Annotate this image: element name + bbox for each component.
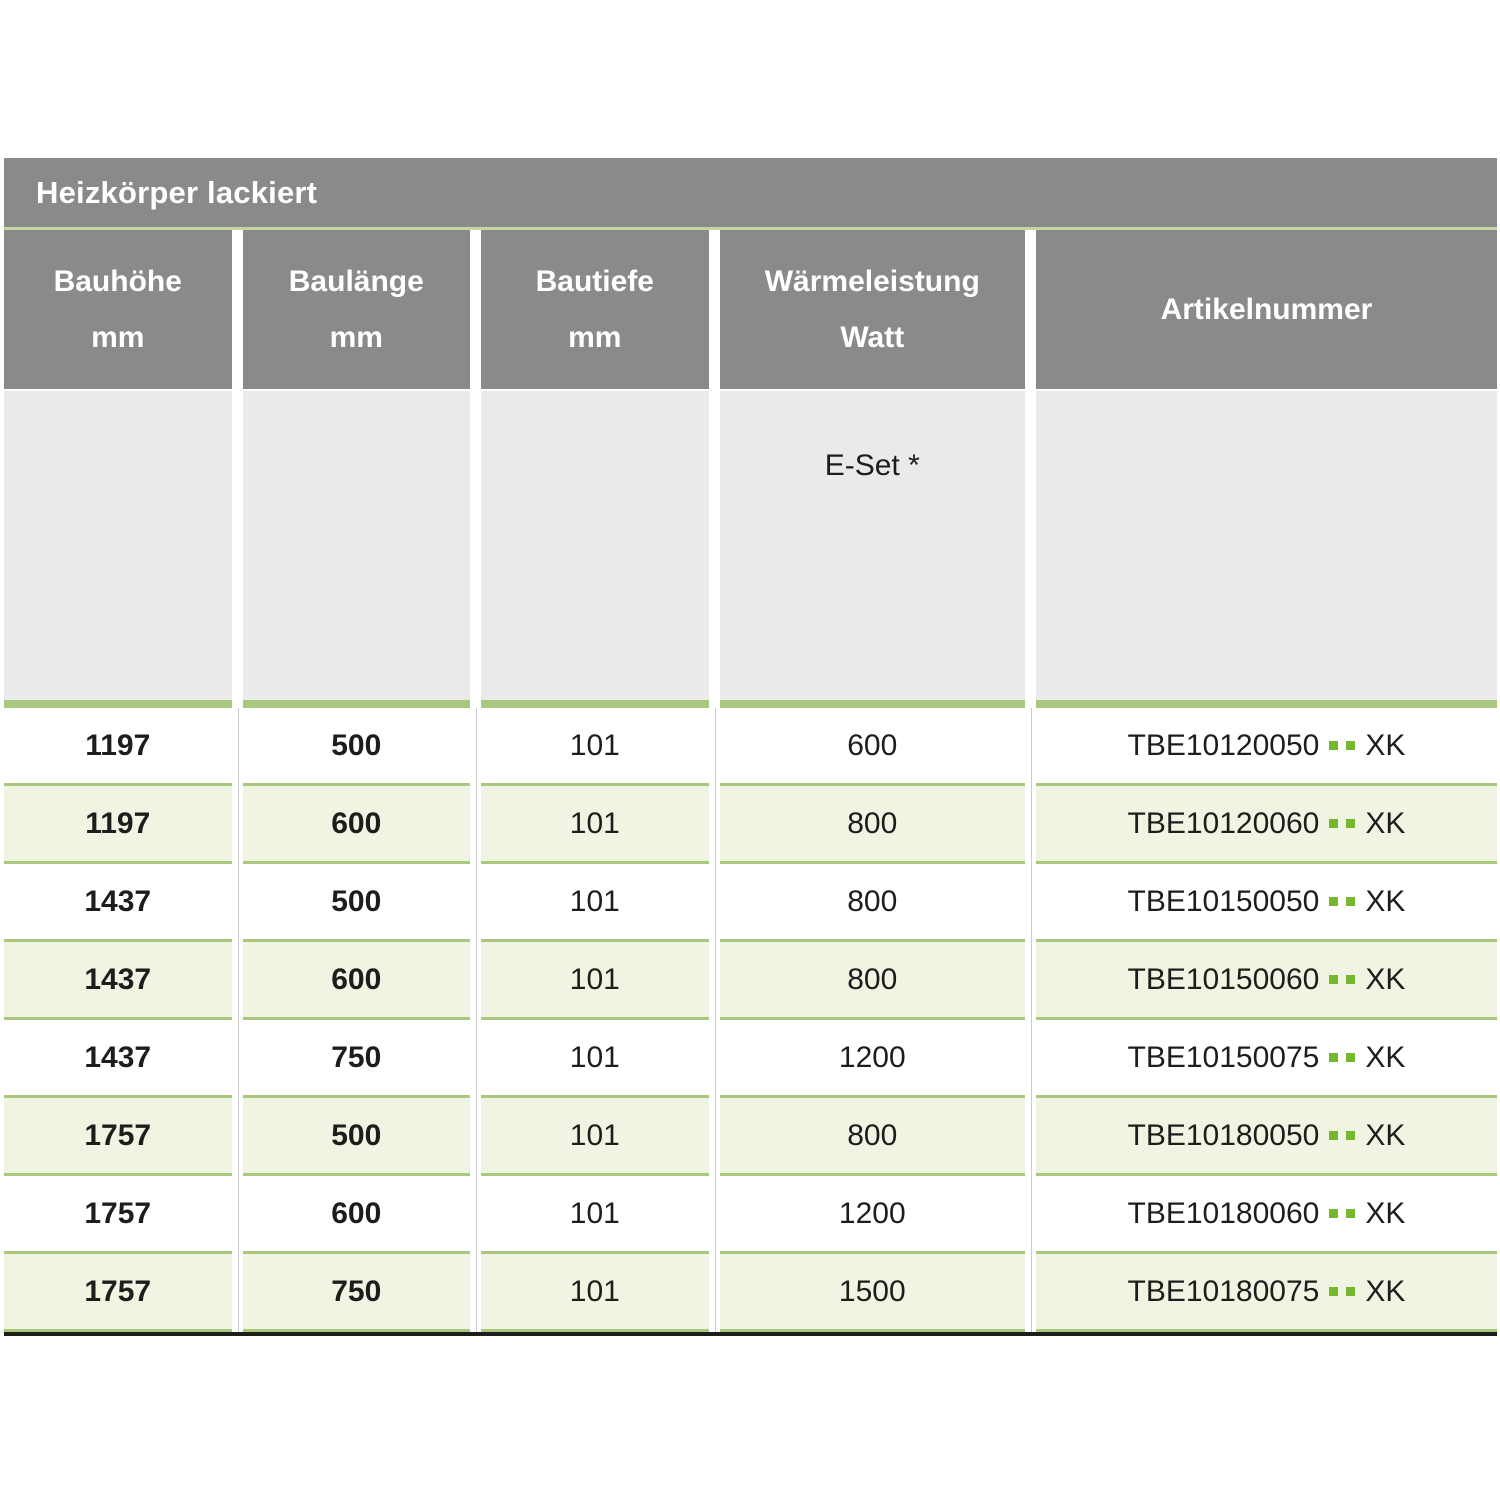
table-row — [4, 1020, 1497, 1098]
artikel-suffix: XK — [1365, 962, 1406, 996]
green-dot-icon — [1329, 1209, 1338, 1218]
column-gap — [470, 1176, 481, 1254]
table-row — [4, 942, 1497, 1020]
column-gap — [470, 942, 481, 1020]
column-label: Baulänge — [288, 265, 424, 298]
column-gap — [232, 942, 243, 1020]
cell-bauhoehe: 1437 — [4, 864, 232, 942]
column-unit: mm — [329, 320, 383, 354]
artikel-prefix: TBE10150075 — [1127, 1040, 1320, 1074]
table-body — [4, 708, 1497, 1332]
cell-artikelnummer — [1036, 864, 1497, 942]
column-gap — [709, 230, 720, 389]
cell-baulaenge: 500 — [243, 708, 471, 786]
cell-watt: 600 — [720, 708, 1025, 786]
cell-artikelnummer — [1036, 1176, 1497, 1254]
column-header-row — [4, 230, 1497, 389]
green-dot-icon — [1329, 1131, 1338, 1140]
column-gap — [470, 230, 481, 389]
column-gap — [1025, 1020, 1036, 1098]
artikel-prefix: TBE10180060 — [1127, 1196, 1320, 1230]
artikel-suffix: XK — [1365, 1196, 1406, 1230]
cell-baulaenge: 500 — [243, 1098, 471, 1176]
table-row — [4, 786, 1497, 864]
artikel-prefix: TBE10120060 — [1127, 806, 1320, 840]
column-header-bauhoehe — [4, 230, 232, 389]
column-gap — [709, 1254, 720, 1332]
column-gap — [232, 1176, 243, 1254]
column-header-bautiefe — [481, 230, 709, 389]
cell-bautiefe: 101 — [481, 942, 709, 1020]
column-gap — [232, 708, 243, 786]
column-gap — [470, 1098, 481, 1176]
column-gap — [709, 1098, 720, 1176]
subheader-row — [4, 391, 1497, 700]
cell-watt: 800 — [720, 864, 1025, 942]
green-dot-icon — [1346, 897, 1355, 906]
artikel-prefix: TBE10120050 — [1127, 728, 1320, 762]
column-gap — [232, 700, 243, 708]
cell-baulaenge: 750 — [243, 1254, 471, 1332]
table-row — [4, 708, 1497, 786]
artikel-suffix: XK — [1365, 1274, 1406, 1308]
column-gap — [232, 1020, 243, 1098]
cell-baulaenge: 600 — [243, 942, 471, 1020]
column-gap — [1025, 1176, 1036, 1254]
artikel-prefix: TBE10180075 — [1127, 1274, 1320, 1308]
table-bottom-rule — [4, 1332, 1497, 1336]
cell-bauhoehe: 1757 — [4, 1098, 232, 1176]
cell-bautiefe: 101 — [481, 1254, 709, 1332]
cell-bauhoehe: 1197 — [4, 786, 232, 864]
eset-label: E-Set * — [824, 449, 920, 482]
cell-bauhoehe: 1757 — [4, 1176, 232, 1254]
band-segment — [4, 700, 232, 708]
green-dot-icon — [1329, 741, 1338, 750]
column-gap — [1025, 708, 1036, 786]
column-label: Wärmeleistung — [764, 265, 980, 298]
cell-watt: 1200 — [720, 1020, 1025, 1098]
artikel-suffix: XK — [1365, 728, 1406, 762]
column-gap — [709, 786, 720, 864]
column-gap — [470, 786, 481, 864]
cell-bautiefe: 101 — [481, 1098, 709, 1176]
artikel-suffix: XK — [1365, 1118, 1406, 1152]
column-gap — [470, 700, 481, 708]
cell-watt: 800 — [720, 942, 1025, 1020]
column-gap — [709, 864, 720, 942]
band-segment — [481, 700, 709, 708]
cell-bautiefe: 101 — [481, 708, 709, 786]
column-gap — [470, 1254, 481, 1332]
band-segment — [720, 700, 1025, 708]
table-row — [4, 1254, 1497, 1332]
band-segment — [243, 700, 471, 708]
artikel-prefix: TBE10150060 — [1127, 962, 1320, 996]
column-gap — [1025, 391, 1036, 700]
column-label: Artikelnummer — [1160, 292, 1373, 326]
subheader-cell — [481, 391, 709, 700]
cell-baulaenge: 750 — [243, 1020, 471, 1098]
artikel-prefix: TBE10180050 — [1127, 1118, 1320, 1152]
green-dot-icon — [1346, 741, 1355, 750]
cell-watt: 800 — [720, 1098, 1025, 1176]
column-gap — [232, 864, 243, 942]
cell-bauhoehe: 1437 — [4, 1020, 232, 1098]
green-dot-icon — [1346, 1053, 1355, 1062]
column-gap — [1025, 230, 1036, 389]
green-dot-icon — [1329, 819, 1338, 828]
column-header-artikelnummer — [1036, 230, 1497, 389]
data-section-top-band — [4, 700, 1497, 708]
table-row — [4, 1098, 1497, 1176]
column-header-baulaenge — [243, 230, 471, 389]
green-dot-icon — [1346, 1209, 1355, 1218]
cell-artikelnummer — [1036, 1098, 1497, 1176]
cell-baulaenge: 600 — [243, 1176, 471, 1254]
artikel-suffix: XK — [1365, 1040, 1406, 1074]
column-gap — [470, 708, 481, 786]
column-gap — [709, 391, 720, 700]
column-gap — [232, 391, 243, 700]
green-dot-icon — [1329, 1287, 1338, 1296]
column-gap — [709, 700, 720, 708]
column-label: Bauhöhe — [53, 265, 182, 298]
cell-baulaenge: 600 — [243, 786, 471, 864]
artikel-suffix: XK — [1365, 884, 1406, 918]
green-dot-icon — [1346, 1287, 1355, 1296]
cell-watt: 800 — [720, 786, 1025, 864]
cell-artikelnummer — [1036, 1254, 1497, 1332]
column-gap — [1025, 700, 1036, 708]
cell-bautiefe: 101 — [481, 786, 709, 864]
column-gap — [1025, 1098, 1036, 1176]
cell-baulaenge: 500 — [243, 864, 471, 942]
table-row — [4, 1176, 1497, 1254]
column-gap — [709, 1176, 720, 1254]
column-unit: mm — [568, 320, 622, 354]
column-gap — [232, 1254, 243, 1332]
column-gap — [1025, 786, 1036, 864]
column-gap — [232, 1098, 243, 1176]
table-title: Heizkörper lackiert — [36, 174, 318, 210]
band-segment — [1036, 700, 1497, 708]
green-dot-icon — [1346, 975, 1355, 984]
column-gap — [709, 1020, 720, 1098]
green-dot-icon — [1346, 1131, 1355, 1140]
product-table — [4, 158, 1497, 1336]
table-title-bar — [4, 158, 1497, 227]
cell-bautiefe: 101 — [481, 864, 709, 942]
green-dot-icon — [1329, 1053, 1338, 1062]
column-gap — [1025, 864, 1036, 942]
cell-artikelnummer — [1036, 1020, 1497, 1098]
column-gap — [470, 1020, 481, 1098]
artikel-prefix: TBE10150050 — [1127, 884, 1320, 918]
column-gap — [232, 230, 243, 389]
subheader-cell — [4, 391, 232, 700]
column-label: Bautiefe — [535, 265, 654, 298]
column-unit: Watt — [840, 320, 905, 354]
column-gap — [709, 942, 720, 1020]
subheader-cell-eset — [720, 391, 1025, 700]
subheader-cell — [1036, 391, 1497, 700]
cell-bauhoehe: 1197 — [4, 708, 232, 786]
column-gap — [1025, 1254, 1036, 1332]
green-dot-icon — [1329, 897, 1338, 906]
column-gap — [470, 864, 481, 942]
column-unit: mm — [91, 320, 145, 354]
subheader-cell — [243, 391, 471, 700]
column-gap — [232, 786, 243, 864]
cell-bauhoehe: 1437 — [4, 942, 232, 1020]
cell-watt: 1500 — [720, 1254, 1025, 1332]
cell-artikelnummer — [1036, 708, 1497, 786]
column-header-waermeleistung — [720, 230, 1025, 389]
cell-artikelnummer — [1036, 786, 1497, 864]
cell-watt: 1200 — [720, 1176, 1025, 1254]
column-gap — [1025, 942, 1036, 1020]
green-dot-icon — [1346, 819, 1355, 828]
column-gap — [709, 708, 720, 786]
column-gap — [470, 391, 481, 700]
table-row — [4, 864, 1497, 942]
artikel-suffix: XK — [1365, 806, 1406, 840]
green-dot-icon — [1329, 975, 1338, 984]
cell-bautiefe: 101 — [481, 1176, 709, 1254]
cell-artikelnummer — [1036, 942, 1497, 1020]
cell-bautiefe: 101 — [481, 1020, 709, 1098]
cell-bauhoehe: 1757 — [4, 1254, 232, 1332]
